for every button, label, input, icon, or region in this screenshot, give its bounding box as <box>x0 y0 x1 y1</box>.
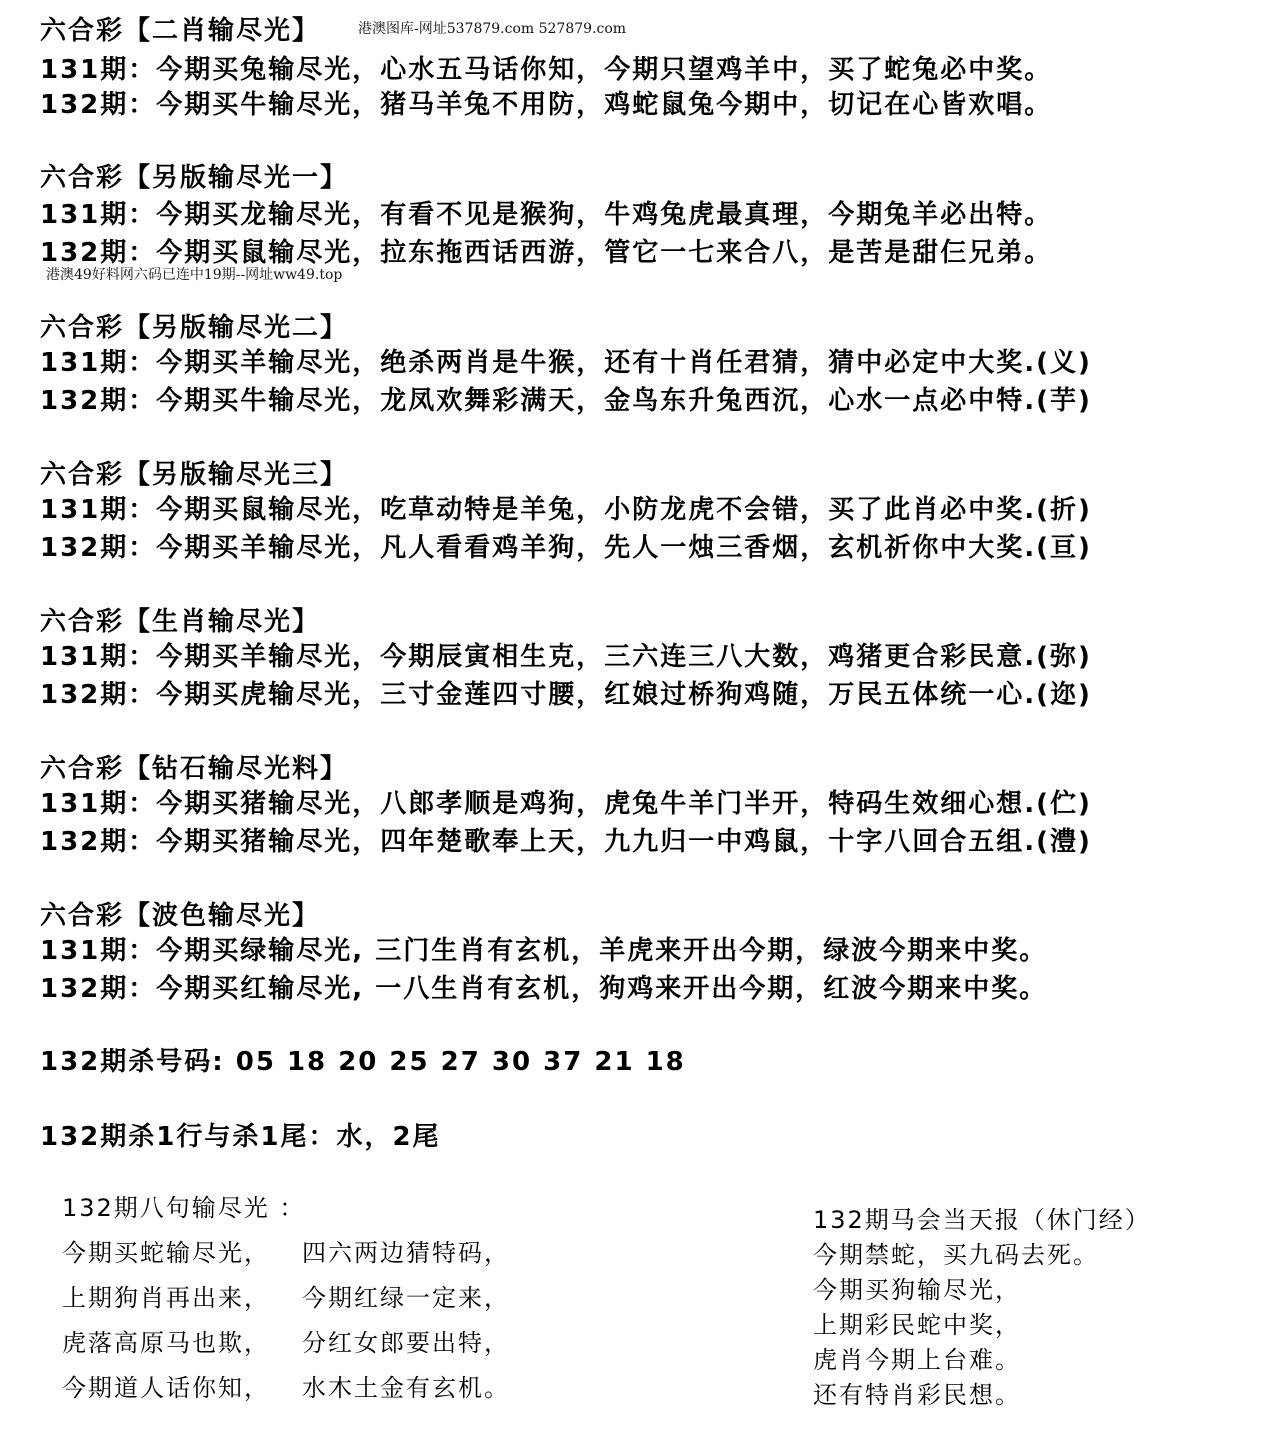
poem-left-first-half: 虎落高原马也欺， <box>62 1329 270 1357</box>
section-line: 131期：今期买羊输尽光，今期辰寅相生克，三六连三八大数，鸡猪更合彩民意.(弥) <box>40 642 1092 672</box>
poem-right-line: 虎肖今期上台难。 <box>813 1346 1021 1374</box>
section-line: 131期：今期买猪输尽光，八郎孝顺是鸡狗，虎兔牛羊门半开，特码生效细心想.(伫) <box>40 789 1092 819</box>
section-line: 131期：今期买鼠输尽光，吃草动特是羊兔，小防龙虎不会错，买了此肖必中奖.(折) <box>40 495 1092 525</box>
poem-right-title: 132期马会当天报（休门经） <box>813 1206 1151 1234</box>
poem-left-row <box>62 1328 510 1358</box>
poem-right-line: 今期买狗输尽光， <box>813 1276 1021 1304</box>
section-title: 六合彩【另版输尽光二】 <box>40 313 349 343</box>
section-line: 132期：今期买牛输尽光，猪马羊兔不用防，鸡蛇鼠兔今期中，切记在心皆欢唱。 <box>40 90 1053 120</box>
poem-left-row <box>62 1283 510 1313</box>
section-title: 六合彩【生肖输尽光】 <box>40 607 321 637</box>
poem-right-line: 上期彩民蛇中奖， <box>813 1311 1021 1339</box>
poem-right-line: 还有特肖彩民想。 <box>813 1381 1021 1409</box>
section-line: 132期：今期买鼠输尽光，拉东拖西话西游，管它一七来合八，是苦是甜仨兄弟。 <box>40 238 1053 268</box>
section-line: 131期：今期买兔输尽光，心水五马话你知，今期只望鸡羊中，买了蛇兔必中奖。 <box>40 55 1053 85</box>
watermark-middle: 港澳49好料网六码已连中19期--网址ww49.top <box>46 267 343 283</box>
section-line: 132期：今期买猪输尽光，四年楚歌奉上天，九九归一中鸡鼠，十字八回合五组.(澧) <box>40 827 1092 857</box>
poem-left-first-half: 上期狗肖再出来， <box>62 1284 270 1312</box>
kill-numbers: 132期杀号码: 05 18 20 25 27 30 37 21 18 <box>40 1047 686 1077</box>
kill-element-tail: 132期杀1行与杀1尾：水，2尾 <box>40 1122 441 1152</box>
section-line: 132期：今期买羊输尽光，凡人看看鸡羊狗，先人一烛三香烟，玄机祈你中大奖.(亘) <box>40 533 1092 563</box>
poem-left-second-half: 水木土金有玄机。 <box>302 1374 510 1402</box>
section-line: 132期：今期买牛输尽光，龙凤欢舞彩满天，金鸟东升兔西沉，心水一点必中特.(芋) <box>40 386 1092 416</box>
poem-left-second-half: 今期红绿一定来， <box>302 1284 510 1312</box>
section-line: 132期：今期买红输尽光, 一八生肖有玄机，狗鸡来开出今期，红波今期来中奖。 <box>40 974 1048 1004</box>
poem-left-row <box>62 1373 510 1403</box>
poem-right-line: 今期禁蛇，买九码去死。 <box>813 1241 1099 1269</box>
section-title: 六合彩【二肖输尽光】 <box>40 16 321 46</box>
poem-left-row <box>62 1238 510 1268</box>
section-title: 六合彩【波色输尽光】 <box>40 901 321 931</box>
section-line: 131期：今期买羊输尽光，绝杀两肖是牛猴，还有十肖任君猜，猜中必定中大奖.(义) <box>40 348 1092 378</box>
poem-left-second-half: 四六两边猜特码， <box>302 1239 510 1267</box>
poem-left-first-half: 今期买蛇输尽光， <box>62 1239 270 1267</box>
section-line: 131期：今期买绿输尽光, 三门生肖有玄机，羊虎来开出今期，绿波今期来中奖。 <box>40 936 1048 966</box>
poem-left-first-half: 今期道人话你知， <box>62 1374 270 1402</box>
section-title: 六合彩【另版输尽光三】 <box>40 460 349 490</box>
poem-left-title: 132期八句输尽光 ： <box>62 1194 306 1222</box>
section-title: 六合彩【另版输尽光一】 <box>40 163 349 193</box>
section-line: 132期：今期买虎输尽光，三寸金莲四寸腰，红娘过桥狗鸡随，万民五体统一心.(迩) <box>40 680 1092 710</box>
poem-left-second-half: 分红女郎要出特， <box>302 1329 510 1357</box>
section-title: 六合彩【钻石输尽光料】 <box>40 754 349 784</box>
section-line: 131期：今期买龙输尽光，有看不见是猴狗，牛鸡兔虎最真理，今期兔羊必出特。 <box>40 200 1053 230</box>
watermark-top: 港澳图库-网址537879.com 527879.com <box>358 21 627 37</box>
